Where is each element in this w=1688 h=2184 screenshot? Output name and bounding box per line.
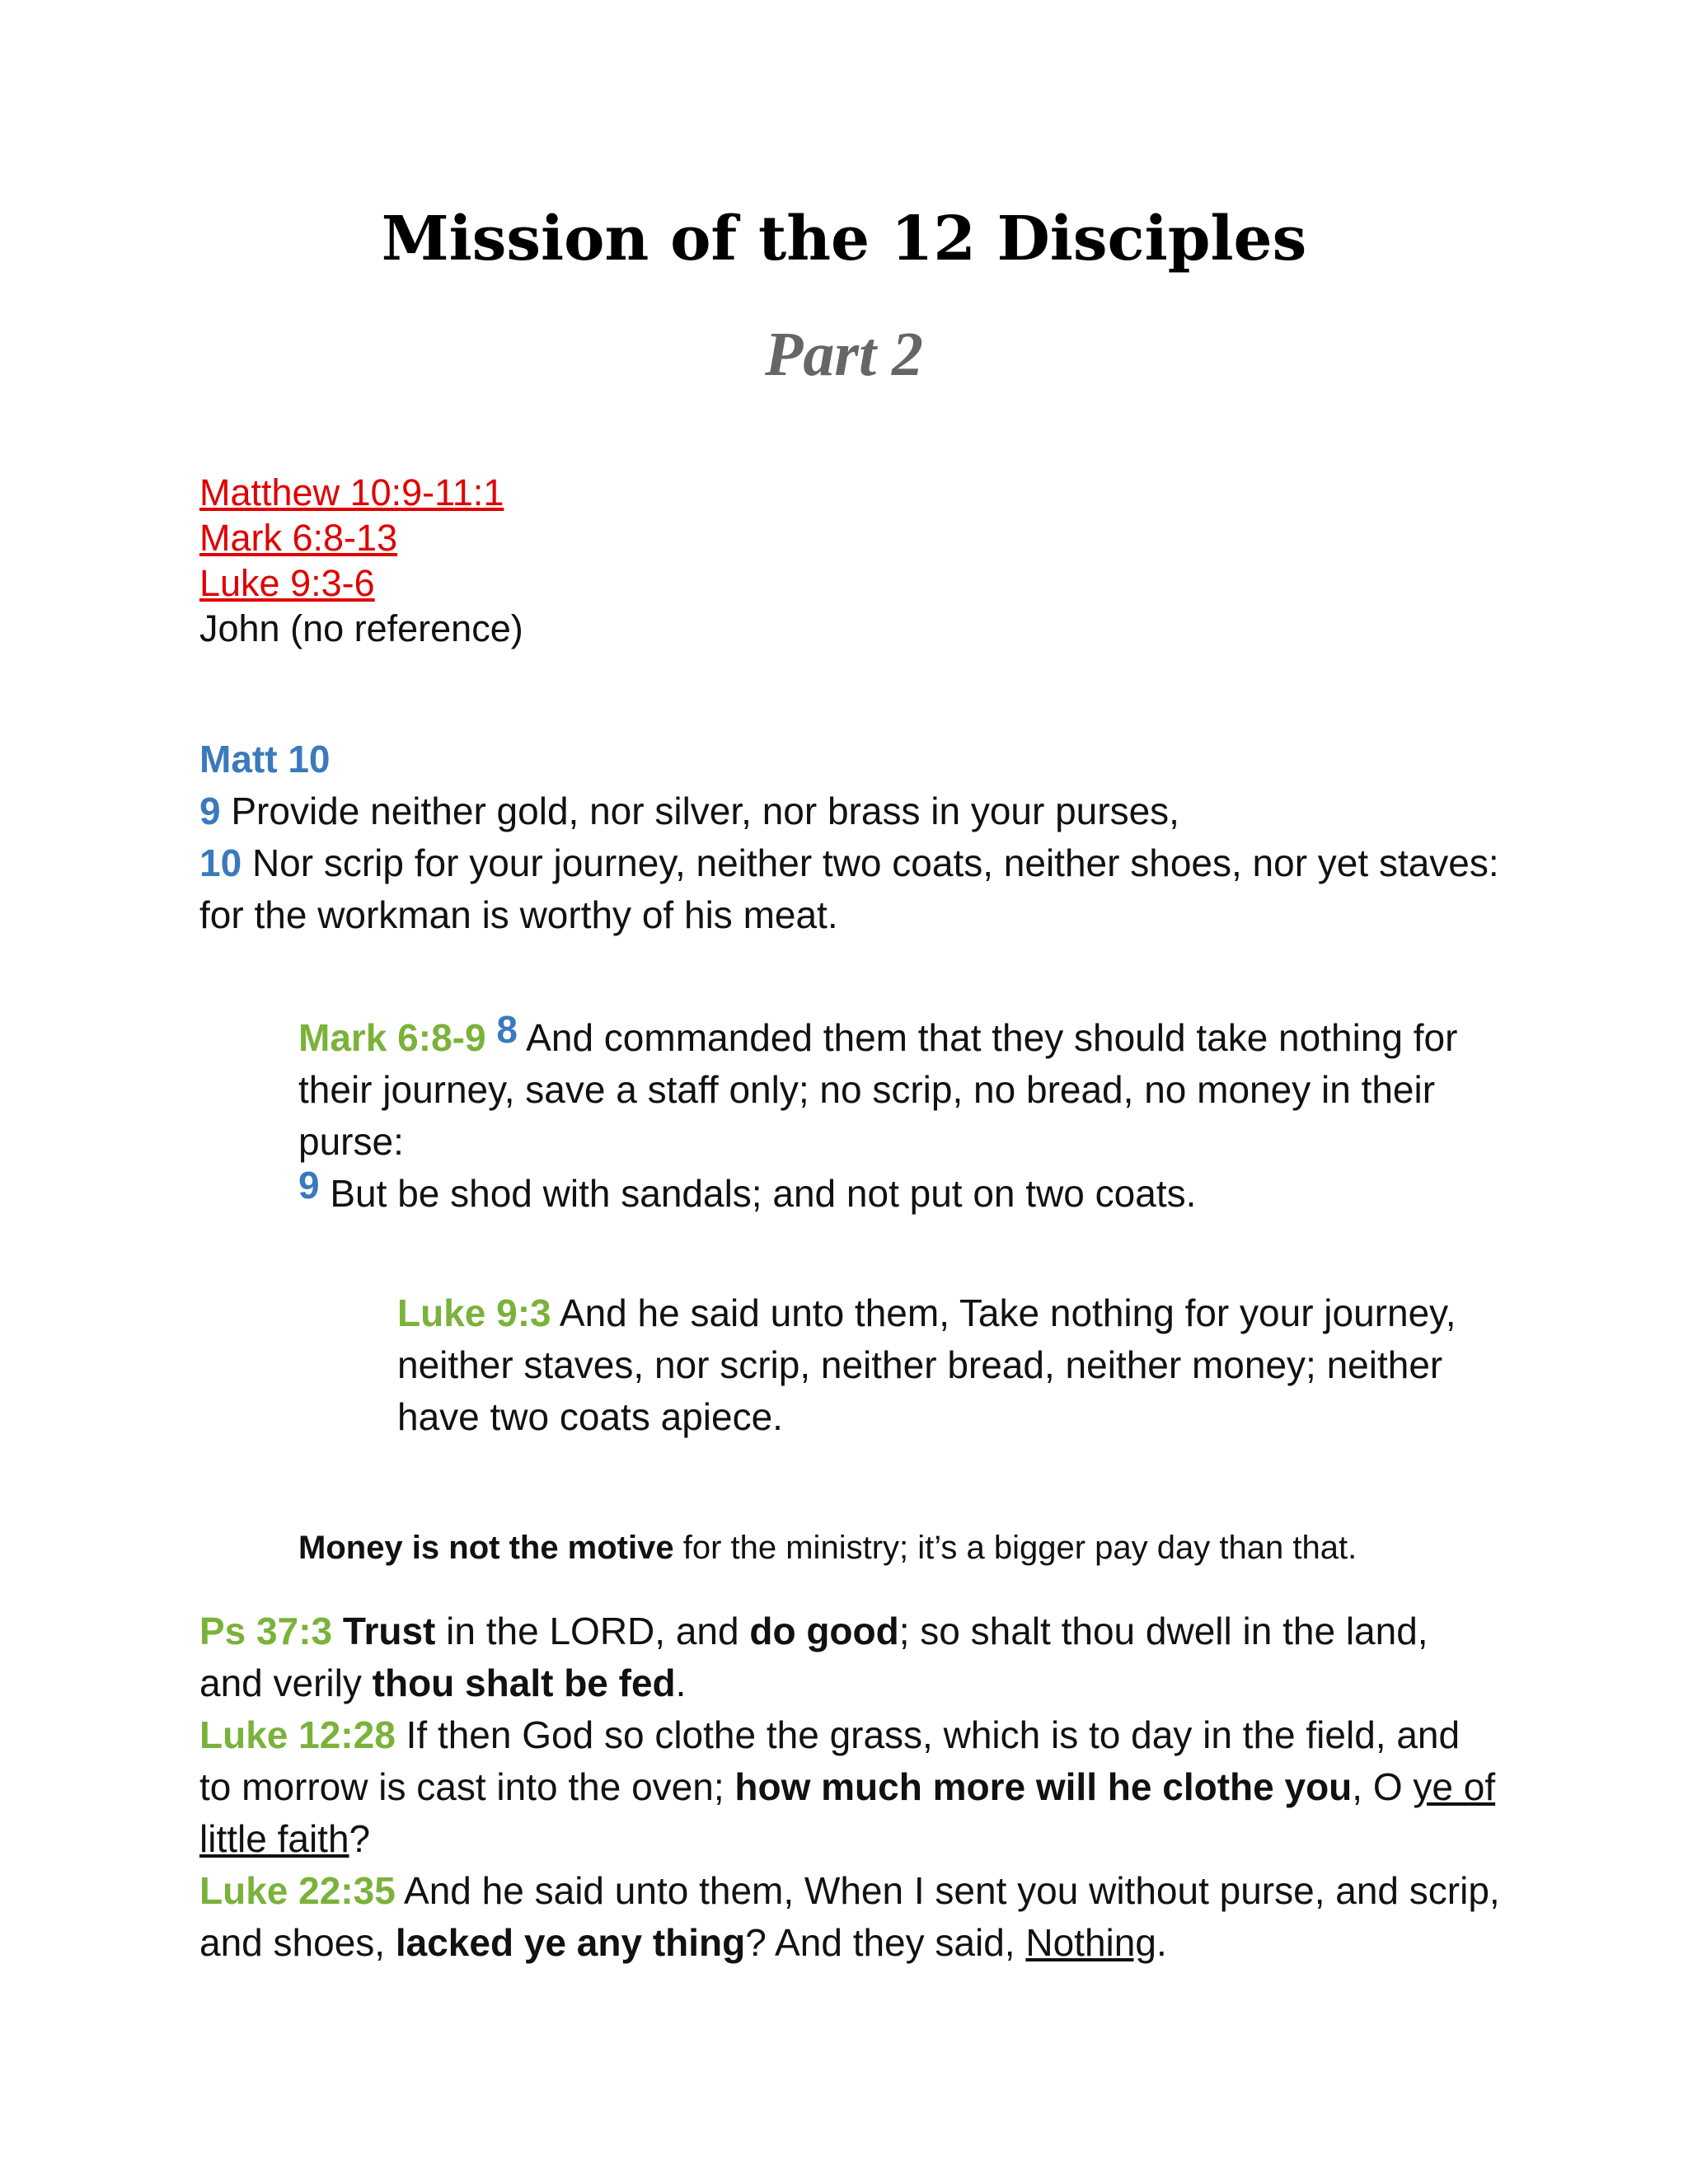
page-subtitle: Part 2 — [764, 320, 924, 389]
mark-ref: Mark 6:8-9 — [298, 1016, 486, 1059]
verse-text: ? And they said, — [745, 1921, 1026, 1964]
verse-text: And commanded them that they should take nothing for their journey, save a staff only; no scrip, no bread, no money in their purse: — [298, 1016, 1458, 1163]
reference-link-mark[interactable]: Mark 6:8-13 — [199, 517, 398, 559]
supporting-verses — [199, 1605, 1502, 1969]
verse-text: But be shod with sandals; and not put on two coats. — [319, 1172, 1197, 1215]
verse-ref: Luke 12:28 — [199, 1713, 396, 1756]
bold-text: lacked ye any thing — [395, 1921, 746, 1964]
luke-verse-3 — [397, 1287, 1485, 1443]
verse-text: . — [675, 1661, 687, 1704]
bold-text: do good — [749, 1610, 899, 1652]
verse-text: in the LORD, and — [435, 1610, 750, 1652]
verse-luke-12-28 — [199, 1709, 1502, 1865]
mark-verse-8 — [298, 1008, 1469, 1168]
verse-ref: Luke 22:35 — [199, 1869, 396, 1912]
page-title: Mission of the 12 Disciples — [381, 204, 1307, 274]
verse-luke-22-35 — [199, 1865, 1502, 1969]
verse-text: , O — [1352, 1765, 1414, 1808]
verse-text: Provide neither gold, nor silver, nor brass in your purses, — [220, 790, 1179, 832]
underlined-text: ye of little faith — [199, 1765, 1496, 1860]
verse-text: ; so shalt thou dwell in the land, and verily — [199, 1610, 1428, 1704]
verse-ps-37-3 — [199, 1605, 1502, 1709]
luke-section — [397, 1287, 1485, 1443]
underlined-text: Nothing — [1025, 1921, 1156, 1964]
verse-number: 9 — [199, 790, 221, 832]
verse-text: ? — [349, 1817, 371, 1860]
ministry-note — [298, 1523, 1535, 1572]
reference-john: John (no reference) — [199, 607, 523, 649]
mark-section — [298, 1008, 1469, 1220]
reference-list — [199, 470, 523, 651]
matt-heading: Matt 10 — [199, 738, 331, 780]
verse-number: 10 — [199, 841, 242, 884]
verse-number: 9 — [298, 1164, 320, 1207]
bold-text: thou shalt be fed — [372, 1661, 676, 1704]
matt-verse-10 — [199, 837, 1502, 941]
verse-number: 8 — [496, 1008, 518, 1051]
verse-text: . — [1156, 1921, 1167, 1964]
verse-text: And he said unto them, When I sent you without purse, and scrip, and shoes, — [199, 1869, 1500, 1964]
luke-ref: Luke 9:3 — [397, 1291, 551, 1334]
matt-section — [199, 733, 1502, 941]
verse-text: If then God so clothe the grass, which is to day in the field, and to morrow is cast into the oven; — [199, 1713, 1461, 1808]
reference-link-matthew[interactable]: Matthew 10:9-11:1 — [199, 471, 504, 513]
bold-text: how much more will he clothe you — [734, 1765, 1353, 1808]
verse-ref: Ps 37:3 — [199, 1610, 333, 1652]
matt-verse-9 — [199, 785, 1502, 837]
note-bold: Money is not the motive — [298, 1530, 674, 1566]
verse-text: Nor scrip for your journey, neither two coats, neither shoes, nor yet staves: for the workman is worthy of his meat. — [199, 841, 1499, 936]
verse-text: And he said unto them, Take nothing for your journey, neither staves, nor scrip, neither bread, neither money; neither have two coats apiece. — [397, 1291, 1456, 1438]
note-text: for the ministry; it’s a bigger pay day than that. — [673, 1530, 1357, 1566]
bold-text: Trust — [342, 1610, 436, 1652]
mark-verse-9 — [298, 1164, 1469, 1220]
reference-link-luke[interactable]: Luke 9:3-6 — [199, 562, 375, 604]
